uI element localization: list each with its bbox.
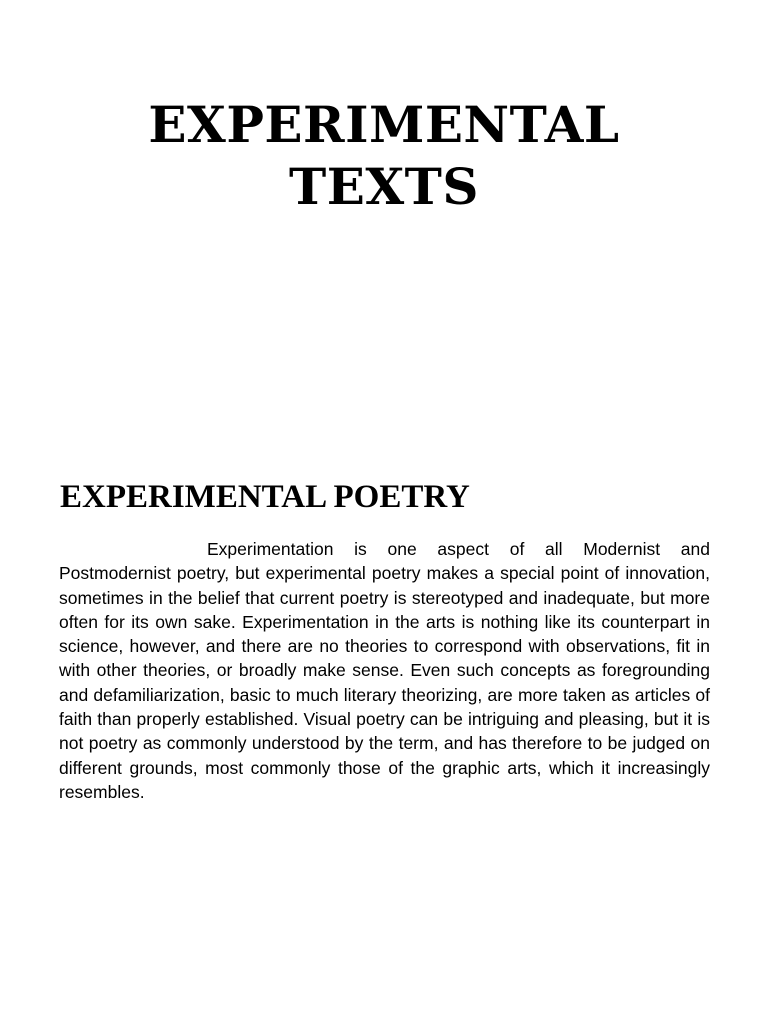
body-paragraph: Experimentation is one aspect of all Modernist and Postmodernist poetry, but experimental poetry makes a special point of innovation, sometimes in the belief that current poetry is stereotyped and inadequate, but more often for its own sake. Experimentation in the arts is nothing like its counterpart in science, however, and there are no theories to correspond with observations, fit in with other theories, or broadly make sense. Even such concepts as foregrounding and defamiliarization, basic to much literary theorizing, are more taken as articles of faith than properly established. Visual poetry can be intriguing and pleasing, but it is not poetry as commonly understood by the term, and has therefore to be judged on different grounds, most commonly those of the graphic arts, which it increasingly resembles. [59,539,710,802]
page-title-line-2: TEXTS [289,157,479,216]
page-title [0,94,768,218]
page-title-line-1: EXPERIMENTAL [148,95,620,154]
section-heading: EXPERIMENTAL POETRY [60,479,470,515]
